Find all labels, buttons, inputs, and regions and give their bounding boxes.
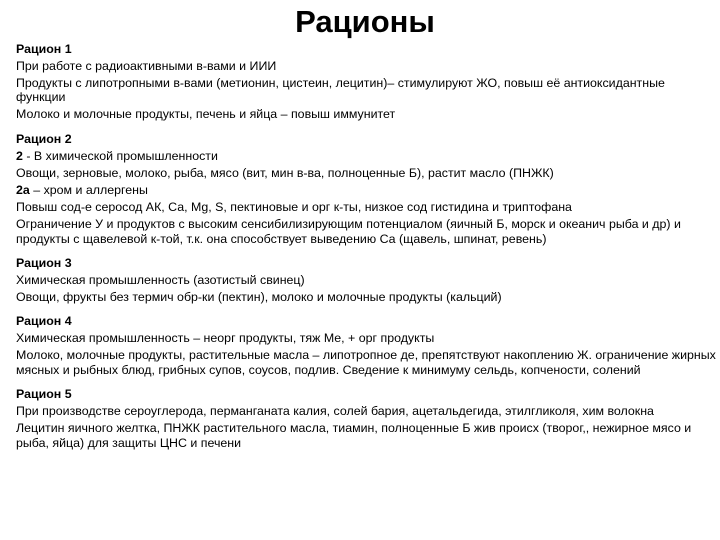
section-ration-2: [16, 132, 716, 246]
bold-label: 2: [16, 148, 23, 163]
section-heading: Рацион 1: [16, 42, 72, 56]
paragraph: Лецитин яичного желтка, ПНЖК растительного масла, тиамин, полноценные Б жив происх (творог,, нежирное мясо и рыба, яйца) для защиты ЦНС и печени: [16, 420, 692, 450]
paragraph: Овощи, фрукты без термич обр-ки (пектин), молоко и молочные продукты (кальций): [16, 289, 502, 304]
paragraph: Химическая промышленность – неорг продукты, тяж Ме, + орг продукты: [16, 331, 435, 345]
paragraph: Овощи, зерновые, молоко, рыба, мясо (вит, мин в-ва, полноценные Б), растит масло (ПНЖК): [16, 165, 554, 180]
paragraph: Повыш сод-е серосод АК, Са, Mg, S, пектиновые и орг к-ты, низкое сод гистидина и триптофана: [16, 199, 572, 214]
section-ration-3: [16, 256, 716, 304]
paragraph: При производстве сероуглерода, перманганата калия, солей бария, ацетальдегида, этилгликоля, хим волокна: [16, 403, 654, 418]
bold-label: 2а: [16, 182, 30, 197]
paragraph: Молоко, молочные продукты, растительные масла – липотропное де, препятствуют накоплению Ж. ограничение жирных мясных и рыбных блюд, грибных супов, соусов, подлив. Сведение к минимуму сельдь, копчености, солений: [16, 348, 716, 377]
document-body: [16, 42, 716, 453]
section-ration-4: [16, 314, 716, 377]
paragraph: При работе с радиоактивными в-вами и ИИИ: [16, 58, 277, 73]
paragraph: Продукты с липотропными в-вами (метионин, цистеин, лецитин)– стимулируют ЖО, повыш её антиоксидантные функции: [16, 75, 665, 105]
paragraph-text: – хром и аллергены: [29, 182, 148, 197]
section-heading: Рацион 2: [16, 131, 72, 146]
paragraph: [16, 183, 716, 198]
section-heading: Рацион 4: [16, 314, 72, 329]
paragraph: Ограничение У и продуктов с высоким сенсибилизирующим потенциалом (яичный Б, морск и океанич рыба и др) и продукты с щавелевой к-той, т.к. она способствует выведению Са (щавель, шпинат, ревень): [16, 216, 681, 246]
section-heading: Рацион 5: [16, 387, 72, 402]
section-ration-5: [16, 387, 716, 450]
section-ration-1: [16, 42, 716, 122]
paragraph: Молоко и молочные продукты, печень и яйца – повыш иммунитет: [16, 107, 396, 122]
section-heading: Рацион 3: [16, 256, 72, 271]
page-title: Рационы: [295, 4, 435, 39]
paragraph: [16, 149, 716, 164]
paragraph-text: - В химической промышленности: [22, 148, 218, 163]
paragraph: Химическая промышленность (азотистый свинец): [16, 272, 305, 287]
